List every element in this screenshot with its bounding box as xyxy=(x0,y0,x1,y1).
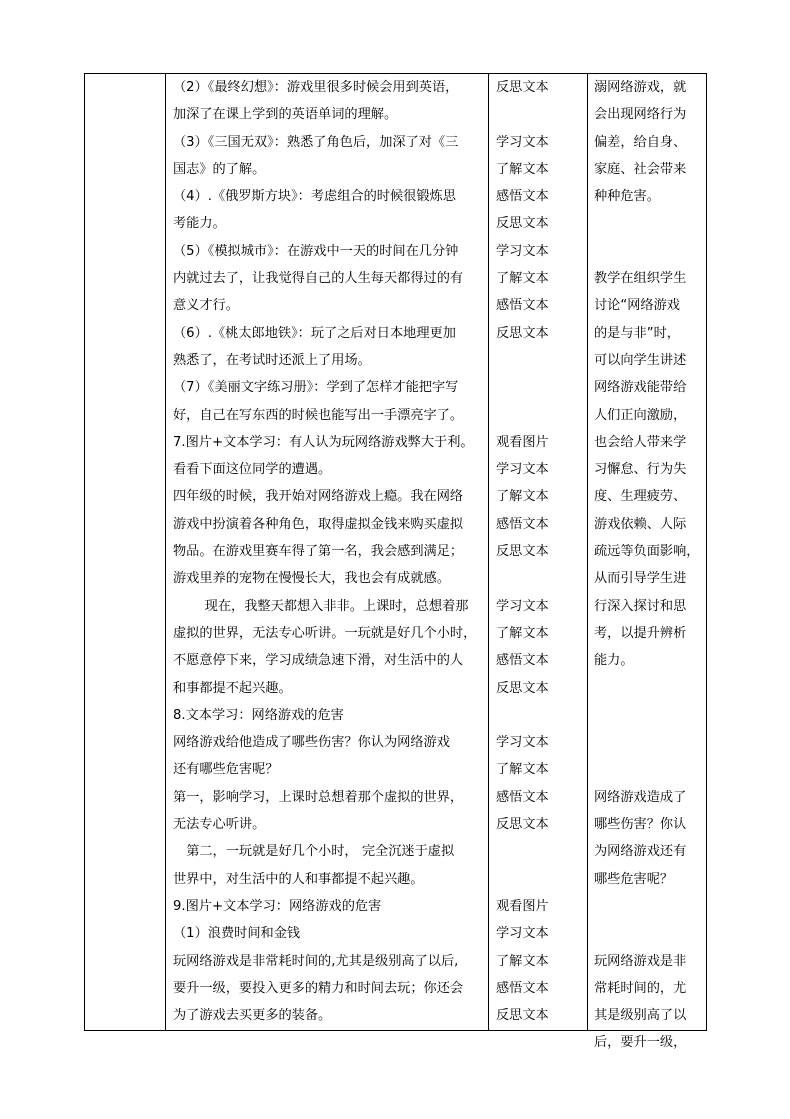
text-line: 考，以提升辨析 xyxy=(594,625,687,641)
text-line: 观看图片 xyxy=(496,898,549,914)
text-line: 第一，影响学习，上课时总想着那个虚拟的世界， xyxy=(173,789,464,805)
text-line: 教学在组织学生 xyxy=(594,271,687,287)
text-line xyxy=(594,756,706,783)
text-line: 玩网络游戏是非 xyxy=(594,953,687,969)
text-line: 意义才行。 xyxy=(173,298,239,314)
text-line: 为网络游戏还有 xyxy=(594,844,687,860)
text-line: 学习文本 xyxy=(496,243,549,259)
text-line: 网络游戏造成了 xyxy=(594,789,687,805)
text-line: 了解文本 xyxy=(496,489,549,505)
text-line: 虚拟的世界，无法专心听讲。一玩就是好几个小时， xyxy=(173,625,477,641)
text-line: 内就过去了，让我觉得自己的人生每天都得过的有 xyxy=(173,271,464,287)
text-line: 感悟文本 xyxy=(496,789,549,805)
text-line xyxy=(496,101,586,128)
text-line: 加深了在课上学到的英语单词的理解。 xyxy=(173,107,398,123)
text-line: 的是与非”时， xyxy=(594,325,680,341)
text-line: 网络游戏给他造成了哪些伤害？你认为网络游戏 xyxy=(173,735,450,751)
text-line xyxy=(496,402,586,429)
text-line: 反思文本 xyxy=(496,544,549,560)
text-line: 好，自己在写东西的时候也能写出一手漂亮字了。 xyxy=(173,407,464,423)
text-line: 反思文本 xyxy=(496,680,549,696)
text-line: 人们正向激励， xyxy=(594,407,687,423)
text-line xyxy=(496,838,586,865)
text-line: 8.文本学习：网络游戏的危害 xyxy=(173,707,344,723)
column-divider xyxy=(587,74,588,1030)
teaching-content-column xyxy=(173,74,493,1030)
text-line: 看看下面这位同学的遭遇。 xyxy=(173,462,332,478)
text-line: 网络游戏能带给 xyxy=(594,380,687,396)
text-line: 学习文本 xyxy=(496,134,549,150)
text-line: （3）《三国无双》：熟悉了角色后，加深了对《三 xyxy=(173,134,459,150)
text-line xyxy=(594,729,706,756)
text-line: 学习文本 xyxy=(496,462,549,478)
text-line: 学习文本 xyxy=(496,598,549,614)
text-line: 家庭、社会带来 xyxy=(594,161,687,177)
text-line: 第二，一玩就是好几个小时， 完全沉迷于虚拟 xyxy=(186,844,455,860)
text-line xyxy=(496,347,586,374)
text-line: 感悟文本 xyxy=(496,653,549,669)
text-line: 还有哪些危害呢？ xyxy=(173,762,279,778)
text-line: 后，要升一级， xyxy=(594,1035,687,1051)
text-line: 常耗时间的，尤 xyxy=(594,980,687,996)
text-line: 也会给人带来学 xyxy=(594,434,687,450)
text-line: 玩网络游戏是非常耗时间的,尤其是级别高了以后, xyxy=(173,953,459,969)
text-line: 无法专心听讲。 xyxy=(173,817,266,833)
text-line: 溺网络游戏，就 xyxy=(594,80,687,95)
text-line: 了解文本 xyxy=(496,953,549,969)
text-line: 度、生理疲劳、 xyxy=(594,489,687,505)
text-line: 反思文本 xyxy=(496,1008,549,1024)
text-line xyxy=(594,893,706,920)
text-line: 行深入探讨和思 xyxy=(594,598,687,614)
design-intent-column xyxy=(594,74,706,1051)
text-line: 不愿意停下来，学习成绩急速下滑，对生活中的人 xyxy=(173,653,464,669)
text-line: 疏远等负面影响， xyxy=(594,544,700,560)
text-line: 感悟文本 xyxy=(496,516,549,532)
text-line: 会出现网络行为 xyxy=(594,107,687,123)
text-line xyxy=(496,374,586,401)
text-line: 能力。 xyxy=(594,653,634,669)
text-line: 游戏依赖、人际 xyxy=(594,516,687,532)
text-line: 反思文本 xyxy=(496,817,549,833)
text-line xyxy=(496,702,586,729)
text-line xyxy=(594,675,706,702)
learning-method-column xyxy=(496,74,586,1030)
text-line: 习懈怠、行为失 xyxy=(594,462,687,478)
text-line: （1）浪费时间和金钱 xyxy=(173,926,301,942)
text-line: 考能力。 xyxy=(173,216,226,232)
text-line: 可以向学生讲述 xyxy=(594,352,687,368)
text-line: 哪些危害呢？ xyxy=(594,871,674,887)
text-line xyxy=(594,210,706,237)
text-line: 熟悉了，在考试时还派上了用场。 xyxy=(173,352,371,368)
text-line: 了解文本 xyxy=(496,762,549,778)
text-line xyxy=(496,565,586,592)
text-line: 偏差，给自身、 xyxy=(594,134,687,150)
text-line: 为了游戏去买更多的装备。 xyxy=(173,1008,332,1024)
text-line xyxy=(496,866,586,893)
text-line: 世界中，对生活中的人和事都提不起兴趣。 xyxy=(173,871,424,887)
text-line: 讨论“网络游戏 xyxy=(594,298,680,314)
text-line: 游戏中扮演着各种角色，取得虚拟金钱来购买虚拟 xyxy=(173,516,464,532)
text-line: 从而引导学生进 xyxy=(594,571,687,587)
text-line: 游戏里养的宠物在慢慢长大，我也会有成就感。 xyxy=(173,571,450,587)
text-line: 了解文本 xyxy=(496,161,549,177)
text-line xyxy=(594,920,706,947)
text-line: 了解文本 xyxy=(496,625,549,641)
text-line: 哪些伤害？你认 xyxy=(594,817,687,833)
text-line: 要升一级，要投入更多的精力和时间去玩；你还会 xyxy=(173,980,464,996)
text-line xyxy=(594,238,706,265)
text-line: 反思文本 xyxy=(496,216,549,232)
text-line: （7）《美丽文字练习册》：学到了怎样才能把字写 xyxy=(173,380,459,396)
text-line: 感悟文本 xyxy=(496,298,549,314)
text-line: 感悟文本 xyxy=(496,189,549,205)
text-line: 了解文本 xyxy=(496,271,549,287)
lesson-table xyxy=(84,73,707,1051)
text-line: 反思文本 xyxy=(496,80,549,95)
text-line: 物品。在游戏里赛车得了第一名，我会感到满足； xyxy=(173,544,464,560)
text-line xyxy=(594,702,706,729)
text-line: 学习文本 xyxy=(496,926,549,942)
text-line: 国志》的了解。 xyxy=(173,161,266,177)
text-line: 7.图片+文本学习：有人认为玩网络游戏弊大于利。 xyxy=(173,434,474,450)
text-line: （4）.《俄罗斯方块》：考虑组合的时候很锻炼思 xyxy=(173,189,456,205)
text-line: （5）《模拟城市》：在游戏中一天的时间在几分钟 xyxy=(173,243,459,259)
text-line: 9.图片+文本学习：网络游戏的危害 xyxy=(173,898,382,914)
text-line: 其是级别高了以 xyxy=(594,1008,687,1024)
text-line: 现在，我整天都想入非非。上课时，总想着那 xyxy=(204,598,469,614)
text-line: 学习文本 xyxy=(496,735,549,751)
text-line: 反思文本 xyxy=(496,325,549,341)
text-line: （2）《最终幻想》：游戏里很多时候会用到英语， xyxy=(173,80,459,95)
text-line: 和事都提不起兴趣。 xyxy=(173,680,292,696)
column-divider xyxy=(165,74,166,1030)
text-line: 种种危害。 xyxy=(594,189,660,205)
text-line: 四年级的时候，我开始对网络游戏上瘾。我在网络 xyxy=(173,489,464,505)
text-line: 观看图片 xyxy=(496,434,549,450)
text-line: 感悟文本 xyxy=(496,980,549,996)
text-line: （6）.《桃太郎地铁》：玩了之后对日本地理更加 xyxy=(173,325,456,341)
